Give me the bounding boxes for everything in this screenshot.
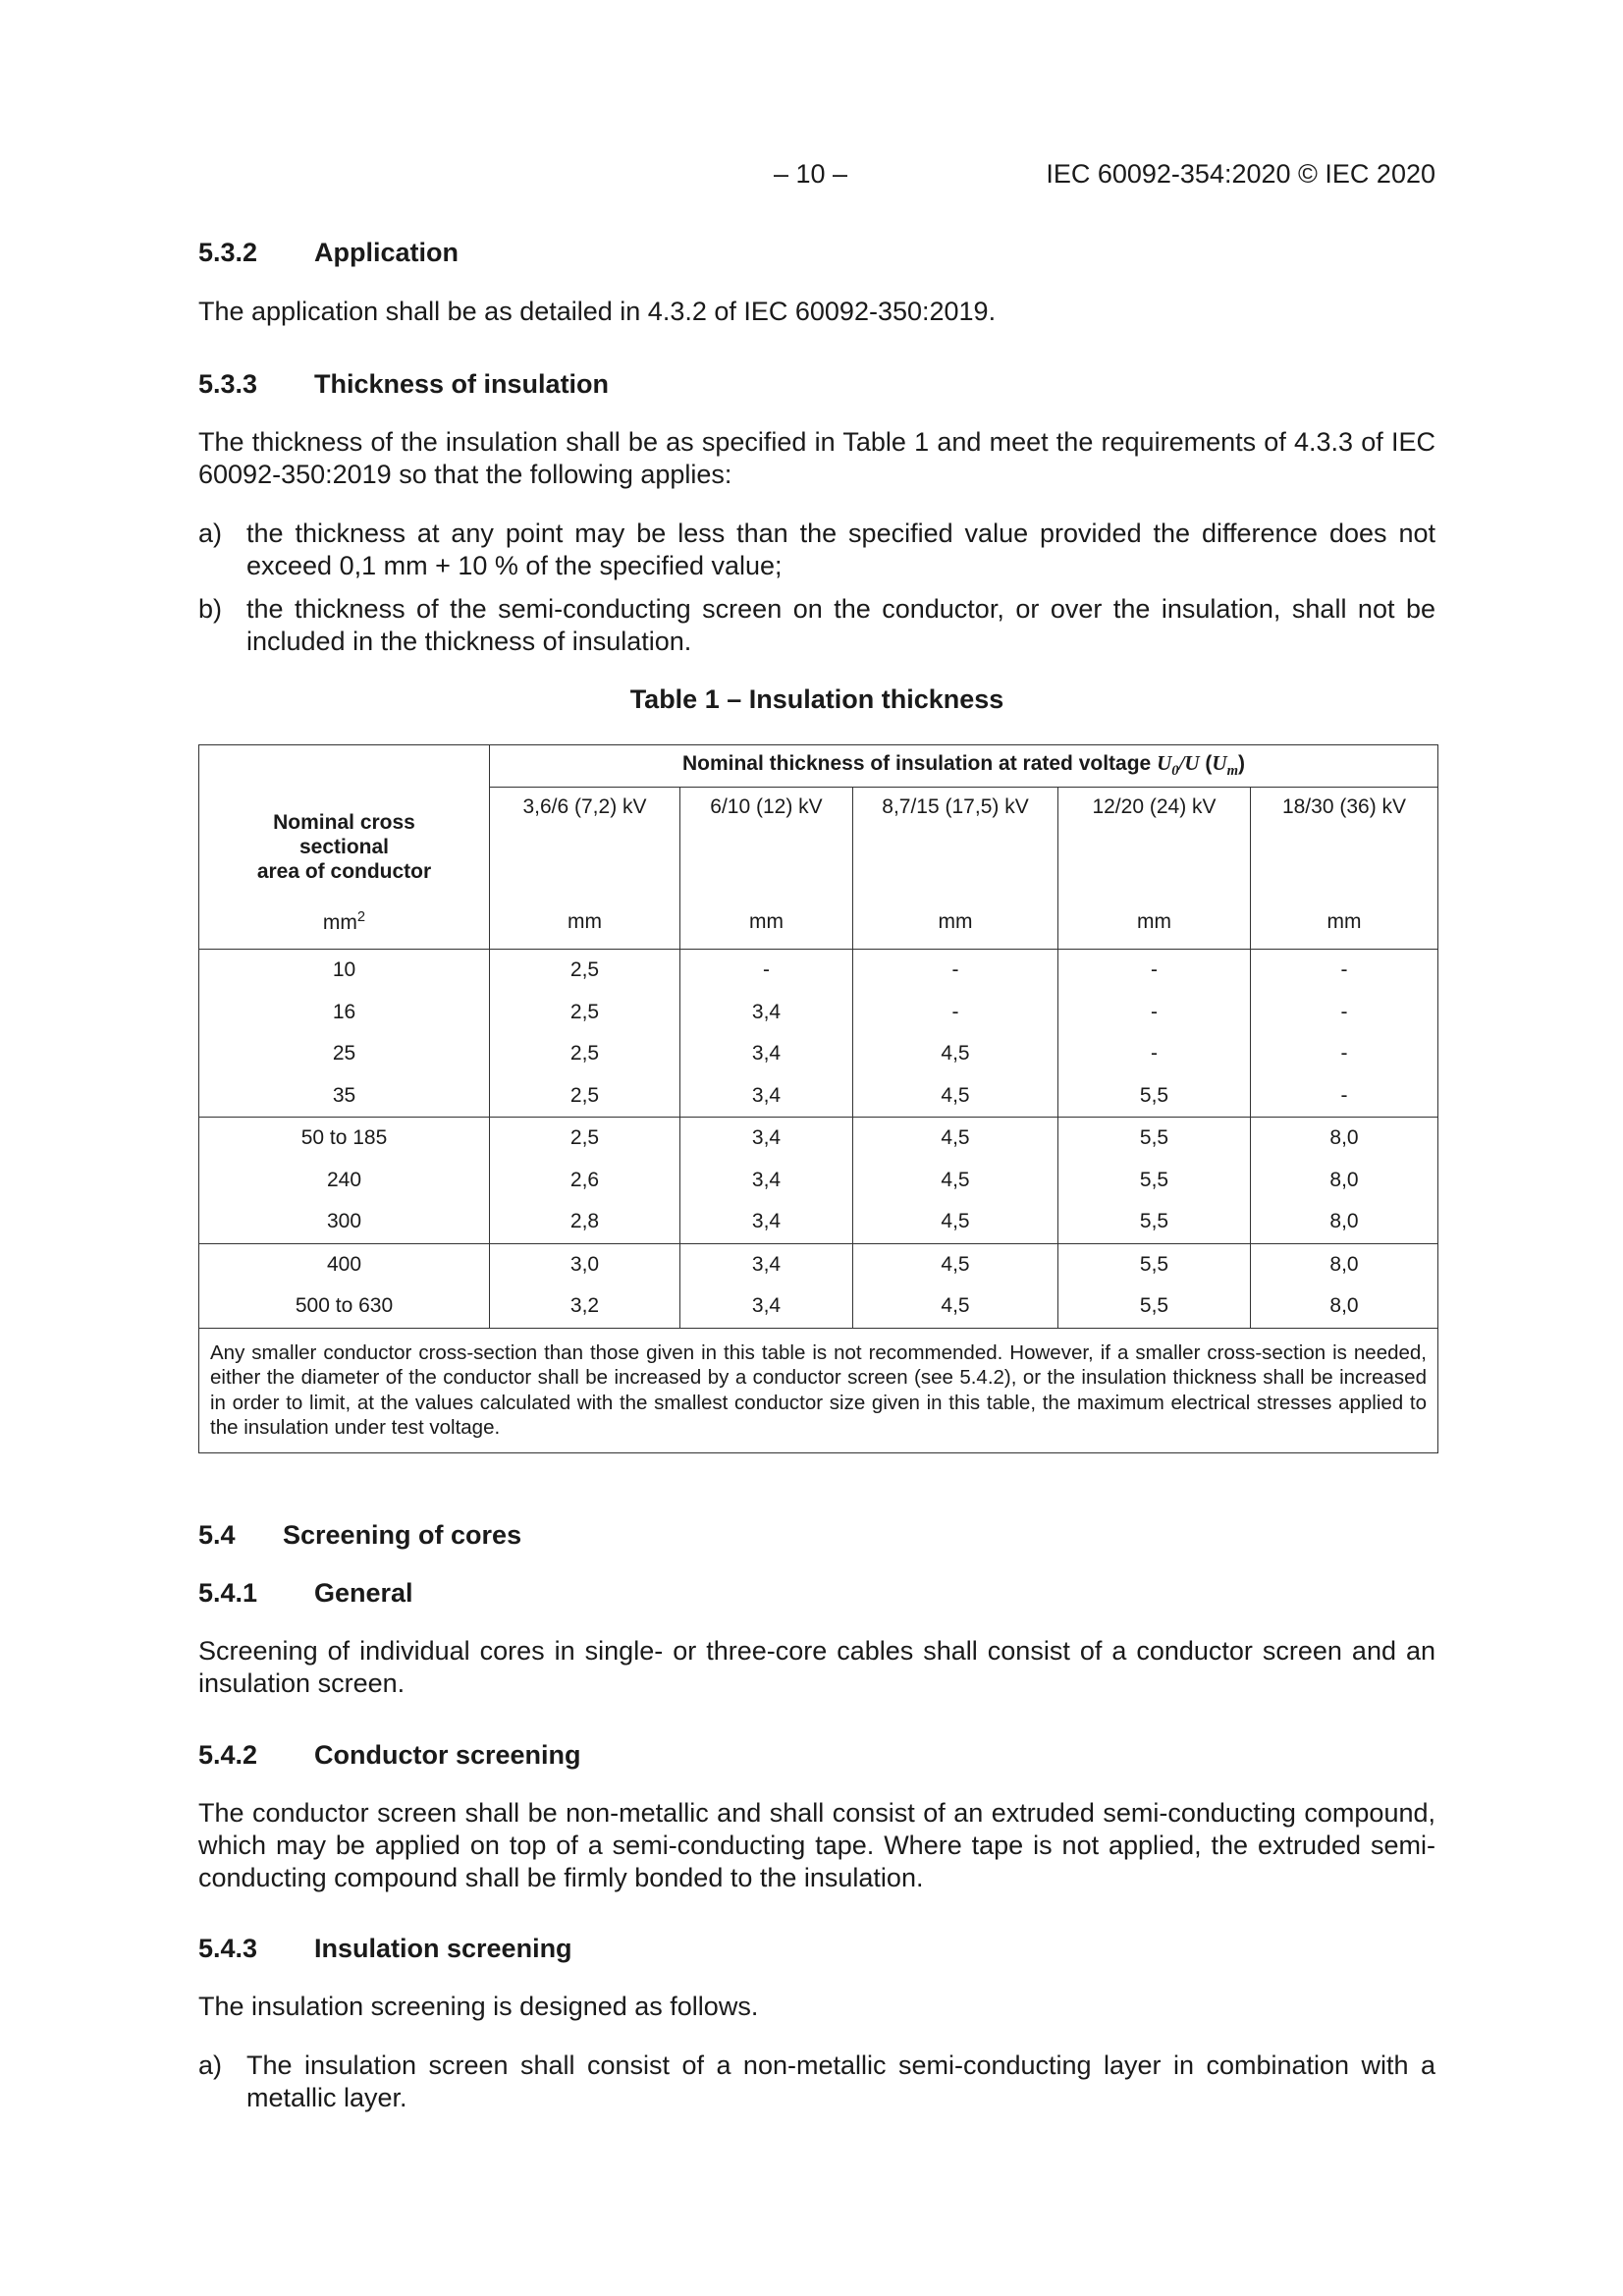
thickness-cell: 3,0 — [490, 1243, 680, 1285]
column-unit: mm — [490, 888, 680, 950]
thickness-cell: 8,0 — [1251, 1118, 1438, 1160]
column-header: 12/20 (24) kV — [1058, 788, 1251, 828]
thickness-cell: 5,5 — [1058, 1160, 1251, 1202]
thickness-cell: 8,0 — [1251, 1285, 1438, 1328]
thickness-cell: 4,5 — [853, 1118, 1058, 1160]
thickness-cell: 3,4 — [680, 1033, 853, 1075]
area-cell: 50 to 185 — [199, 1118, 490, 1160]
thickness-cell: 3,2 — [490, 1285, 680, 1328]
insulation-thickness-table — [198, 744, 1438, 1453]
section-title: Insulation screening — [314, 1934, 572, 1963]
list-item — [198, 518, 1435, 582]
thickness-cell: 5,5 — [1058, 1075, 1251, 1118]
table-row — [199, 1075, 1438, 1118]
list-item-text: the thickness of the semi-conducting screen on the conductor, or over the insulation, shall not be included in the thickness of insulation. — [246, 594, 1435, 656]
list-item — [198, 2050, 1435, 2114]
thickness-cell: 5,5 — [1058, 1243, 1251, 1285]
section-title: Screening of cores — [283, 1520, 522, 1550]
table-row — [199, 992, 1438, 1034]
paragraph-conductor-screening: The conductor screen shall be non-metallic and shall consist of an extruded semi-conducting compound, which may be applied on top of a semi-conducting tape. Where tape is not applied, the extruded semi-conducting compound shall be firmly bonded to the insulation. — [198, 1798, 1435, 1892]
list-marker: b) — [198, 594, 223, 624]
thickness-cell: - — [1251, 1033, 1438, 1075]
section-number: 5.4 — [198, 1520, 236, 1550]
row-header-cell — [199, 745, 490, 889]
list-marker: a) — [198, 2050, 223, 2080]
table-body — [199, 950, 1438, 1329]
document-id: IEC 60092-354:2020 © IEC 2020 — [1046, 159, 1435, 189]
section-heading-5-4-3 — [198, 1933, 1435, 1965]
list-marker: a) — [198, 519, 223, 548]
thickness-cell: 4,5 — [853, 1243, 1058, 1285]
page-header — [198, 159, 1435, 194]
list-item-text: The insulation screen shall consist of a non-metallic semi-conducting layer in combination with a metallic layer. — [246, 2050, 1435, 2112]
table-row — [199, 1243, 1438, 1285]
area-cell: 10 — [199, 950, 490, 992]
section-number: 5.4.2 — [198, 1740, 258, 1770]
thickness-cell: 3,4 — [680, 1201, 853, 1243]
thickness-cell: 4,5 — [853, 1201, 1058, 1243]
column-unit: mm — [680, 888, 853, 950]
thickness-cell: 4,5 — [853, 1285, 1058, 1328]
paragraph-insulation-screening: The insulation screening is designed as follows. — [198, 1992, 759, 2021]
area-cell: 35 — [199, 1075, 490, 1118]
thickness-cell: 5,5 — [1058, 1285, 1251, 1328]
table-caption: Table 1 – Insulation thickness — [629, 684, 1004, 714]
section-heading-5-3-2 — [198, 237, 1435, 269]
thickness-cell: - — [1251, 950, 1438, 992]
page-number: – 10 – — [774, 159, 848, 189]
column-unit: mm — [1058, 888, 1251, 950]
area-cell: 25 — [199, 1033, 490, 1075]
thickness-cell: 5,5 — [1058, 1118, 1251, 1160]
area-cell: 500 to 630 — [199, 1285, 490, 1328]
thickness-cell: - — [1251, 992, 1438, 1034]
area-cell: 16 — [199, 992, 490, 1034]
thickness-cell: 2,5 — [490, 1118, 680, 1160]
table-row — [199, 1160, 1438, 1202]
table-row — [199, 1118, 1438, 1160]
row-header-line: Nominal cross — [273, 811, 415, 834]
thickness-cell: - — [1058, 1033, 1251, 1075]
thickness-cell: 2,5 — [490, 950, 680, 992]
section-title: General — [314, 1578, 413, 1608]
thickness-cell: 5,5 — [1058, 1201, 1251, 1243]
column-header: 18/30 (36) kV — [1251, 788, 1438, 828]
area-cell: 400 — [199, 1243, 490, 1285]
list-item-text: the thickness at any point may be less than the specified value provided the difference does not exceed 0,1 mm + 10 % of the specified value; — [246, 519, 1435, 580]
area-cell: 240 — [199, 1160, 490, 1202]
thickness-cell: - — [1058, 992, 1251, 1034]
table-row — [199, 1285, 1438, 1328]
thickness-cell: - — [1251, 1075, 1438, 1118]
section-number: 5.4.3 — [198, 1934, 258, 1963]
thickness-cell: 2,6 — [490, 1160, 680, 1202]
super-header: Nominal thickness of insulation at rated voltage $U_0/U$ $(U_m)$ — [490, 745, 1438, 788]
section-number: 5.3.2 — [198, 238, 258, 267]
thickness-cell: 2,5 — [490, 1075, 680, 1118]
row-unit: $mm^2$ — [199, 888, 490, 950]
thickness-cell: 3,4 — [680, 992, 853, 1034]
thickness-cell: 3,4 — [680, 1160, 853, 1202]
section-number: 5.3.3 — [198, 369, 258, 399]
row-header-line: sectional — [298, 836, 390, 858]
section-title: Thickness of insulation — [314, 369, 610, 399]
column-header: 3,6/6 (7,2) kV — [490, 788, 680, 828]
thickness-cell: 8,0 — [1251, 1160, 1438, 1202]
section-title: Application — [314, 238, 459, 267]
area-cell: 300 — [199, 1201, 490, 1243]
section-heading-5-4-1 — [198, 1577, 1435, 1610]
thickness-cell: 4,5 — [853, 1075, 1058, 1118]
thickness-cell: 3,4 — [680, 1118, 853, 1160]
paragraph-thickness: The thickness of the insulation shall be as specified in Table 1 and meet the requirements of 4.3.3 of IEC 60092-350:2019 so that the following applies: — [198, 427, 1435, 489]
thickness-cell: - — [853, 950, 1058, 992]
table-row — [199, 1033, 1438, 1075]
thickness-cell: - — [1058, 950, 1251, 992]
section-heading-5-4 — [198, 1519, 1435, 1552]
thickness-cell: 2,5 — [490, 992, 680, 1034]
section-heading-5-4-2 — [198, 1739, 1435, 1772]
thickness-cell: 2,5 — [490, 1033, 680, 1075]
table-note: Any smaller conductor cross-section than those given in this table is not recommended. However, if a smaller cross-section is needed, either the diameter of the conductor shall be increased by a conductor screen (see 5.4.2), or the insulation thickness shall be increased in order to limit, at the values calculated with the smallest conductor size given in this table, the maximum electrical stresses applied to the insulation under test voltage. — [199, 1328, 1438, 1452]
table-row — [199, 1201, 1438, 1243]
thickness-cell: 3,4 — [680, 1285, 853, 1328]
thickness-cell: 3,4 — [680, 1075, 853, 1118]
column-unit: mm — [853, 888, 1058, 950]
column-header: 8,7/15 (17,5) kV — [853, 788, 1058, 828]
thickness-cell: 4,5 — [853, 1160, 1058, 1202]
thickness-cell: 8,0 — [1251, 1201, 1438, 1243]
paragraph-application: The application shall be as detailed in 4.3.2 of IEC 60092-350:2019. — [198, 297, 997, 326]
table-row — [199, 950, 1438, 992]
section-number: 5.4.1 — [198, 1578, 258, 1608]
thickness-cell: - — [680, 950, 853, 992]
list-item — [198, 593, 1435, 658]
thickness-cell: 4,5 — [853, 1033, 1058, 1075]
thickness-cell: 3,4 — [680, 1243, 853, 1285]
thickness-cell: - — [853, 992, 1058, 1034]
column-header: 6/10 (12) kV — [680, 788, 853, 828]
column-unit: mm — [1251, 888, 1438, 950]
paragraph-general: Screening of individual cores in single- or three-core cables shall consist of a conductor screen and an insulation screen. — [198, 1636, 1435, 1698]
thickness-cell: 8,0 — [1251, 1243, 1438, 1285]
section-title: Conductor screening — [314, 1740, 581, 1770]
thickness-cell: 2,8 — [490, 1201, 680, 1243]
row-header-line: area of conductor — [256, 860, 432, 883]
section-heading-5-3-3 — [198, 368, 1435, 401]
